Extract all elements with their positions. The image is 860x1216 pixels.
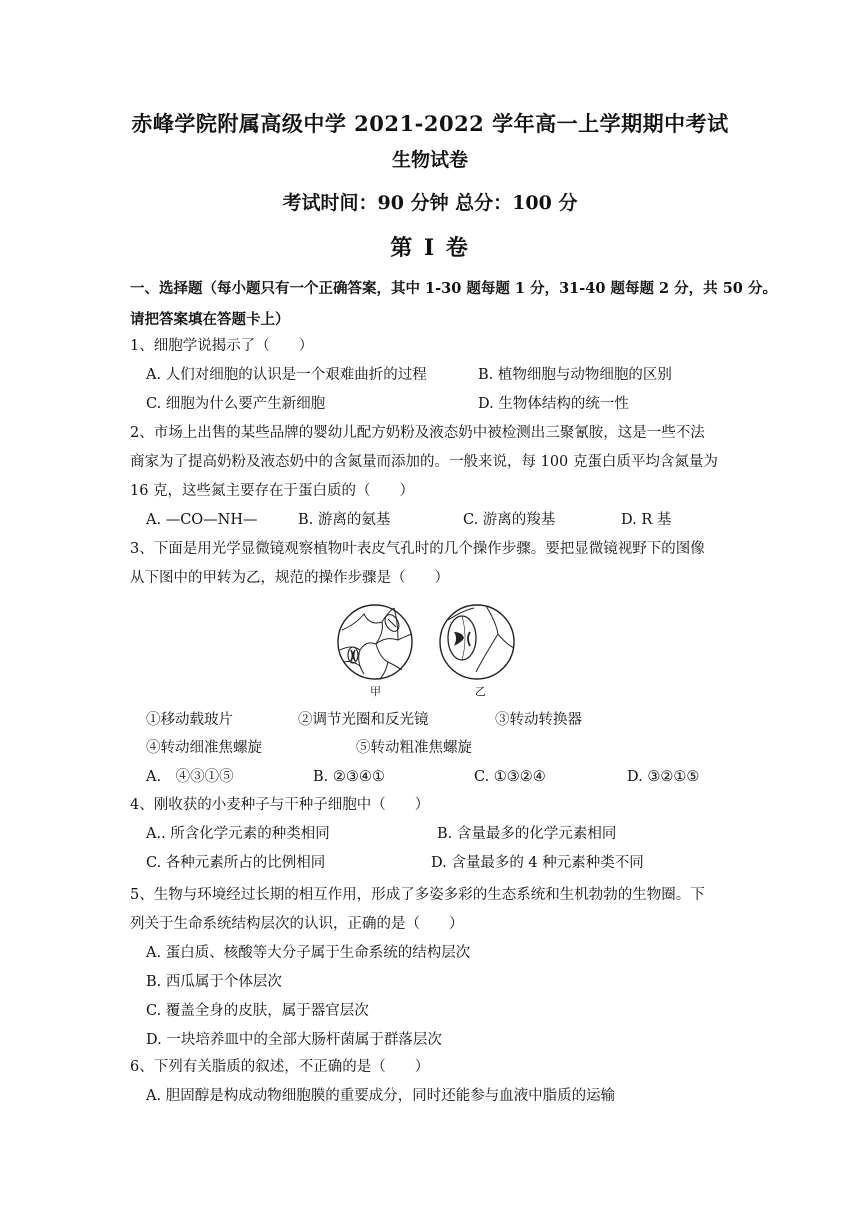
q2-line3: 16 克，这些氮主要存在于蛋白质的（ ） bbox=[130, 483, 415, 499]
q3-line2: 从下图中的甲转为乙，规范的操作步骤是（ ） bbox=[130, 570, 449, 586]
q5-option-c: C. 覆盖全身的皮肤，属于器官层次 bbox=[146, 1003, 369, 1019]
q6-option-a: A. 胆固醇是构成动物细胞膜的重要成分，同时还能参与血液中脂质的运输 bbox=[146, 1088, 616, 1104]
q4-option-a: A.. 所含化学元素的种类相同 bbox=[146, 826, 330, 842]
q3-option-c: C. ①③②④ bbox=[474, 769, 546, 785]
q3-option-a: A. ④③①⑤ bbox=[146, 769, 234, 785]
q4-stem: 4、刚收获的小麦种子与干种子细胞中（ ） bbox=[130, 797, 430, 813]
q3-line1: 3、下面是用光学显微镜观察植物叶表皮气孔时的几个操作步骤。要把显微镜视野下的图像 bbox=[130, 541, 705, 557]
view-yi bbox=[440, 605, 514, 679]
q4-option-d: D. 含量最多的 4 种元素种类不同 bbox=[431, 855, 644, 871]
q3-step-4: ④转动细准焦螺旋 bbox=[146, 740, 262, 756]
exam-info: 考试时间：90 分钟 总分：100 分 bbox=[282, 192, 578, 214]
q5-option-b: B. 西瓜属于个体层次 bbox=[146, 974, 282, 990]
q5-line1: 5、生物与环境经过长期的相互作用，形成了多姿多彩的生态系统和生机勃勃的生物圈。下 bbox=[130, 887, 705, 903]
microscope-views-illustration bbox=[336, 600, 524, 685]
exam-subject: 生物试卷 bbox=[391, 149, 468, 171]
q2-option-b: B. 游离的氨基 bbox=[298, 512, 391, 528]
q3-step-3: ③转动转换器 bbox=[495, 712, 582, 728]
figure-label-jia: 甲 bbox=[370, 685, 381, 698]
volume-heading: 第 I 卷 bbox=[390, 235, 470, 261]
q4-option-c: C. 各种元素所占的比例相同 bbox=[146, 855, 326, 871]
q3-step-2: ②调节光圈和反光镜 bbox=[298, 712, 429, 728]
figure-label-yi: 乙 bbox=[475, 685, 486, 698]
q3-step-5: ⑤转动粗准焦螺旋 bbox=[356, 740, 472, 756]
q2-line2: 商家为了提高奶粉及液态奶中的含氮量而添加的。一般来说，每 100 克蛋白质平均含氮量为 bbox=[130, 454, 718, 470]
q2-line1: 2、市场上出售的某些品牌的婴幼儿配方奶粉及液态奶中被检测出三聚氰胺，这是一些不法 bbox=[130, 425, 705, 441]
q2-option-a: A. —CO—NH— bbox=[146, 512, 258, 528]
q3-step-1: ①移动载玻片 bbox=[146, 712, 233, 728]
q1-stem: 1、细胞学说揭示了（ ） bbox=[130, 338, 314, 354]
q1-option-d: D. 生物体结构的统一性 bbox=[478, 396, 629, 412]
q2-option-d: D. R 基 bbox=[621, 512, 672, 528]
q4-option-b: B. 含量最多的化学元素相同 bbox=[437, 826, 617, 842]
q5-line2: 列关于生命系统结构层次的认识，正确的是（ ） bbox=[130, 916, 464, 932]
section-instruction-line2: 请把答案填在答题卡上） bbox=[130, 311, 290, 328]
q3-option-d: D. ③②①⑤ bbox=[627, 769, 700, 785]
q1-option-c: C. 细胞为什么要产生新细胞 bbox=[146, 396, 326, 412]
q1-option-b: B. 植物细胞与动物细胞的区别 bbox=[478, 367, 672, 383]
microscope-figure bbox=[336, 600, 524, 700]
q5-option-d: D. 一块培养皿中的全部大肠杆菌属于群落层次 bbox=[146, 1032, 442, 1048]
q2-option-c: C. 游离的羧基 bbox=[463, 512, 556, 528]
q5-option-a: A. 蛋白质、核酸等大分子属于生命系统的结构层次 bbox=[146, 945, 471, 961]
q3-option-b: B. ②③④① bbox=[313, 769, 385, 785]
view-jia bbox=[338, 605, 412, 679]
q6-stem: 6、下列有关脂质的叙述，不正确的是（ ） bbox=[130, 1059, 430, 1075]
exam-title: 赤峰学院附属高级中学 2021-2022 学年高一上学期期中考试 bbox=[131, 111, 729, 136]
section-instruction-line1: 一、选择题（每小题只有一个正确答案，其中 1-30 题每题 1 分，31-40 题每题 2 分，共 50 分。 bbox=[130, 280, 777, 297]
q1-option-a: A. 人们对细胞的认识是一个艰难曲折的过程 bbox=[146, 367, 427, 383]
